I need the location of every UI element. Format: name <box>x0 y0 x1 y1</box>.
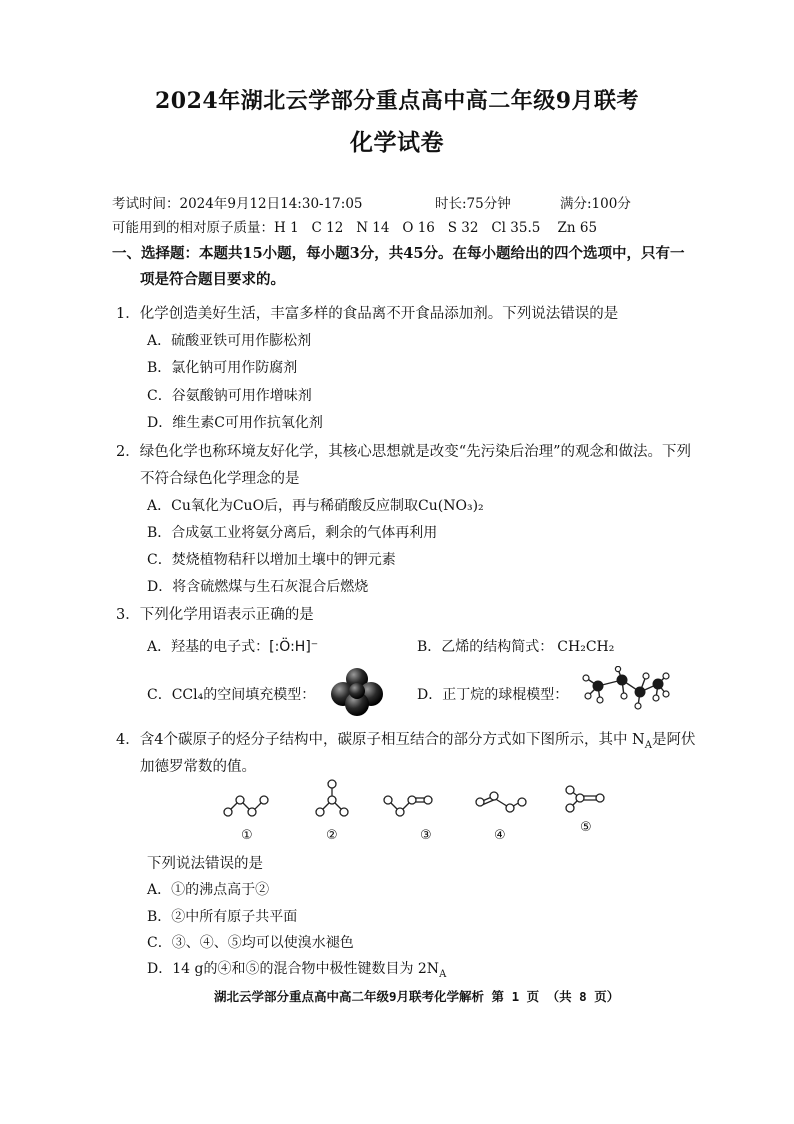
page-footer: 湖北云学部分重点高中高二年级9月联考化学解析 第 1 页 （共 8 页） <box>214 989 620 1004</box>
atomic-masses: 可能用到的相对原子质量：H 1 C 12 N 14 O 16 S 32 Cl 35.5 Zn 65 <box>112 220 598 236</box>
ethylene-formula: CH₂CH₂ <box>557 639 615 655</box>
q4-option-a: A．①的沸点高于② <box>147 882 270 898</box>
q4-stem-cont: 加德罗常数的值。 <box>140 759 256 775</box>
q4-option-d-text: D．14 g的④和⑤的混合物中极性键数目为 2N <box>147 961 440 977</box>
q3-option-d: D．正丁烷的球棍模型： <box>417 687 569 703</box>
q2-option-d: D．将含硫燃煤与生石灰混合后燃烧 <box>147 579 369 595</box>
figure-label-2: ② <box>326 828 338 843</box>
exam-time: 考试时间：2024年9月12日14:30-17:05 <box>112 196 363 212</box>
exam-full-score: 满分:100分 <box>560 196 631 212</box>
q1-option-b: B．氯化钠可用作防腐剂 <box>147 360 298 376</box>
q4-stem-text: 4．含4个碳原子的烃分子结构中，碳原子相互结合的部分方式如下图所示，其中 N <box>116 732 645 748</box>
q2-option-c: C．焚烧植物秸秆以增加土壤中的钾元素 <box>147 552 396 568</box>
section-heading: 一、选择题：本题共15小题，每小题3分，共45分。在每小题给出的四个选项中，只有一 <box>112 245 685 262</box>
figure-label-3: ③ <box>420 828 432 843</box>
q4-option-b: B．②中所有原子共平面 <box>147 909 298 925</box>
q2-option-a: A．Cu氧化为CuO后，再与稀硝酸反应制取Cu(NO₃)₂ <box>147 498 484 514</box>
hydroxyl-electron-formula: [:Ö:H]⁻ <box>269 639 319 655</box>
q1-stem: 1．化学创造美好生活，丰富多样的食品离不开食品添加剂。下列说法错误的是 <box>116 306 619 322</box>
figure-label-5: ⑤ <box>580 820 592 835</box>
q1-option-c: C．谷氨酸钠可用作增味剂 <box>147 388 312 404</box>
q4-option-d <box>147 958 446 980</box>
subject-title: 化学试卷 <box>350 129 444 156</box>
figure-label-1: ① <box>241 828 253 843</box>
n-butane-ball-stick-model <box>578 666 670 714</box>
q3-stem: 3．下列化学用语表示正确的是 <box>116 607 314 623</box>
q3-option-b-label: B．乙烯的结构简式： <box>417 639 554 655</box>
q4-ask: 下列说法错误的是 <box>147 856 263 872</box>
ccl4-space-filling-model <box>328 666 386 718</box>
q3-option-b <box>417 636 614 656</box>
q4-stem-end: 是阿伏 <box>651 732 696 748</box>
exam-duration: 时长:75分钟 <box>435 196 511 212</box>
q2-stem-cont: 不符合绿色化学理念的是 <box>140 471 300 487</box>
q3-option-a-label: A．羟基的电子式： <box>147 639 270 655</box>
q2-stem: 2．绿色化学也称环境友好化学，其核心思想就是改变“先污染后治理”的观念和做法。下列 <box>116 444 692 460</box>
q3-option-c: C．CCl₄的空间填充模型： <box>147 687 316 703</box>
exam-title: 2024年湖北云学部分重点高中高二年级9月联考 <box>154 88 640 114</box>
q2-option-b: B．合成氨工业将氨分离后，剩余的气体再利用 <box>147 525 438 541</box>
q4-option-d-sub: A <box>439 968 447 980</box>
q4-stem <box>116 728 695 751</box>
figure-label-4: ④ <box>494 828 506 843</box>
q3-option-a <box>147 636 318 656</box>
q1-option-d: D．维生素C可用作抗氧化剂 <box>147 415 323 431</box>
q4-option-c: C．③、④、⑤均可以使溴水褪色 <box>147 935 354 951</box>
q1-option-a: A．硫酸亚铁可用作膨松剂 <box>147 333 312 349</box>
q4-stem-sub: A <box>644 739 652 751</box>
section-heading-cont: 项是符合题目要求的。 <box>140 271 285 288</box>
